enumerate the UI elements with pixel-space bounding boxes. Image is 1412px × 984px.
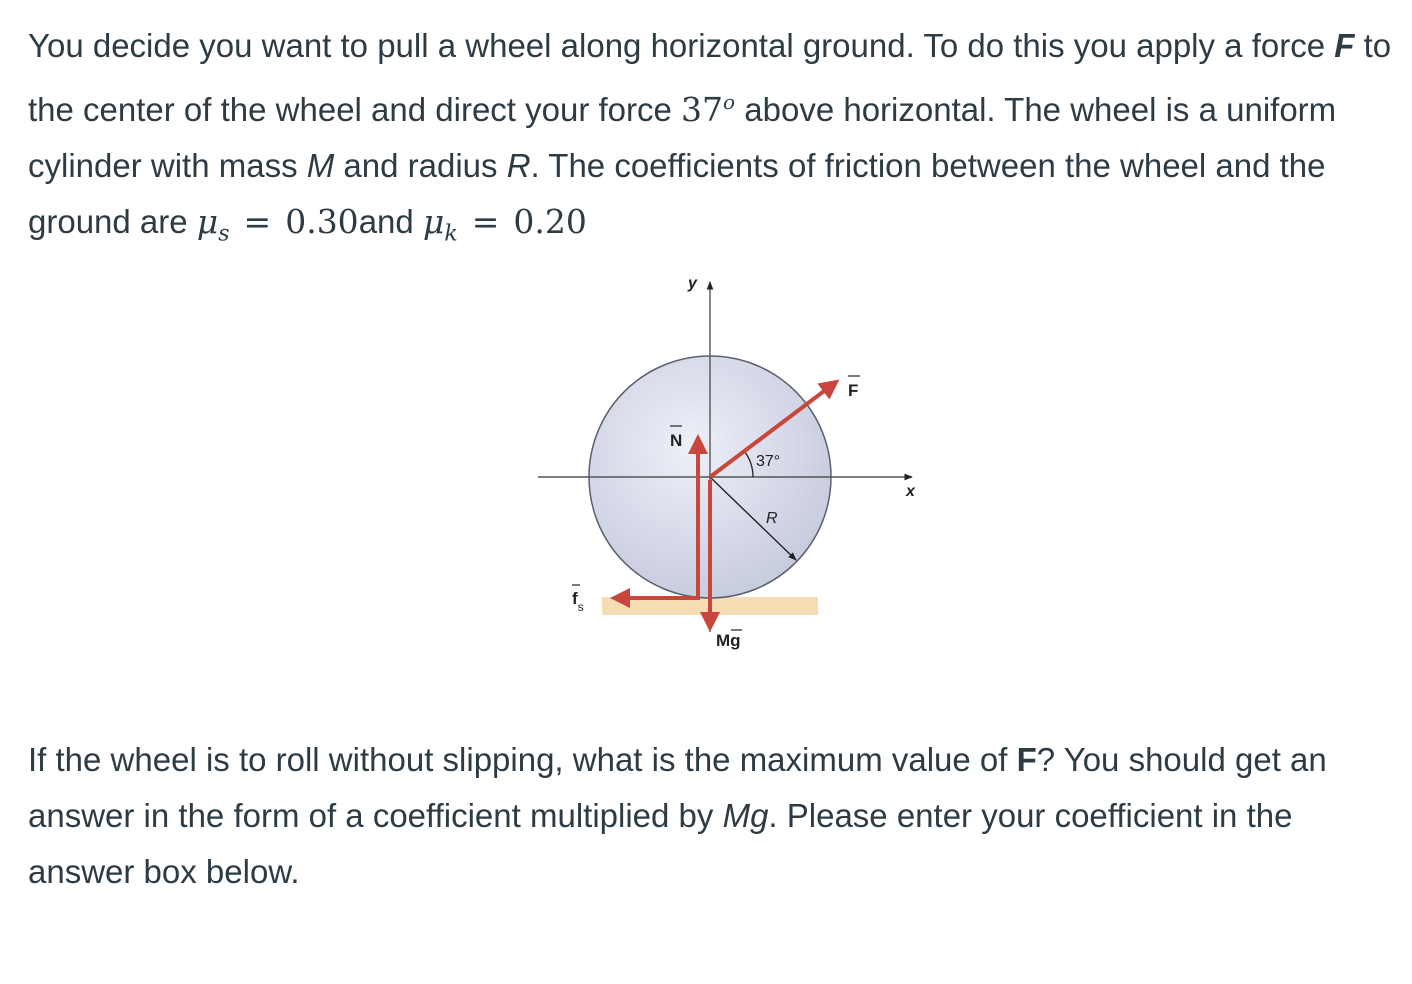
force-label: F (848, 381, 859, 400)
question-text-3: . Please enter your coefficient in the answer box below. (28, 797, 1293, 890)
mu-s-value: 0.30 (285, 202, 359, 241)
angle-value (681, 90, 735, 129)
x-axis-label: x (906, 483, 915, 500)
force-symbol: F (1334, 27, 1355, 64)
question-text-2: ? You should get an answer in the form of a coefficient multiplied by (28, 741, 1327, 834)
mu-s-equals: = (243, 202, 272, 241)
normal-label: N (670, 431, 683, 450)
mu-s-expression (196, 202, 359, 247)
y-axis-label: y (688, 275, 697, 292)
mu-k-symbol: μ (422, 202, 445, 241)
angle-number: 37 (681, 90, 724, 129)
radius-label: R (766, 510, 778, 527)
intro-and: and (358, 203, 423, 240)
angle-label: 37° (756, 453, 781, 470)
intro-text-2: to the center of the wheel and direct your force (28, 27, 1392, 128)
mu-k-value: 0.20 (513, 202, 587, 241)
friction-label: $f_s$ (572, 589, 584, 614)
angle-degree-sup: o (723, 90, 736, 114)
intro-text-3: above horizontal. The wheel is a uniform cylinder with mass (28, 91, 1337, 184)
problem-question (28, 732, 1398, 900)
intro-text-4: and radius (334, 147, 507, 184)
question-force-symbol: F (1016, 741, 1037, 778)
mu-k-subscript: k (444, 221, 458, 247)
intro-text-5: . The coefficients of friction between the wheel and the ground are (28, 147, 1326, 240)
mu-k-expression (422, 202, 587, 247)
weight-label: Mg (716, 631, 741, 650)
intro-text-1: You decide you want to pull a wheel along horizontal ground. To do this you apply a force (28, 27, 1335, 64)
question-text-1: If the wheel is to roll without slipping, what is the maximum value of (28, 741, 1017, 778)
problem-intro (28, 18, 1398, 263)
mu-s-subscript: s (218, 221, 230, 247)
mu-s-symbol: μ (196, 202, 219, 241)
mass-symbol: M (306, 147, 335, 184)
mu-k-equals: = (471, 202, 500, 241)
question-mg-symbol: Mg (722, 797, 769, 834)
wheel-force-diagram (520, 260, 940, 670)
radius-symbol: R (506, 147, 531, 184)
